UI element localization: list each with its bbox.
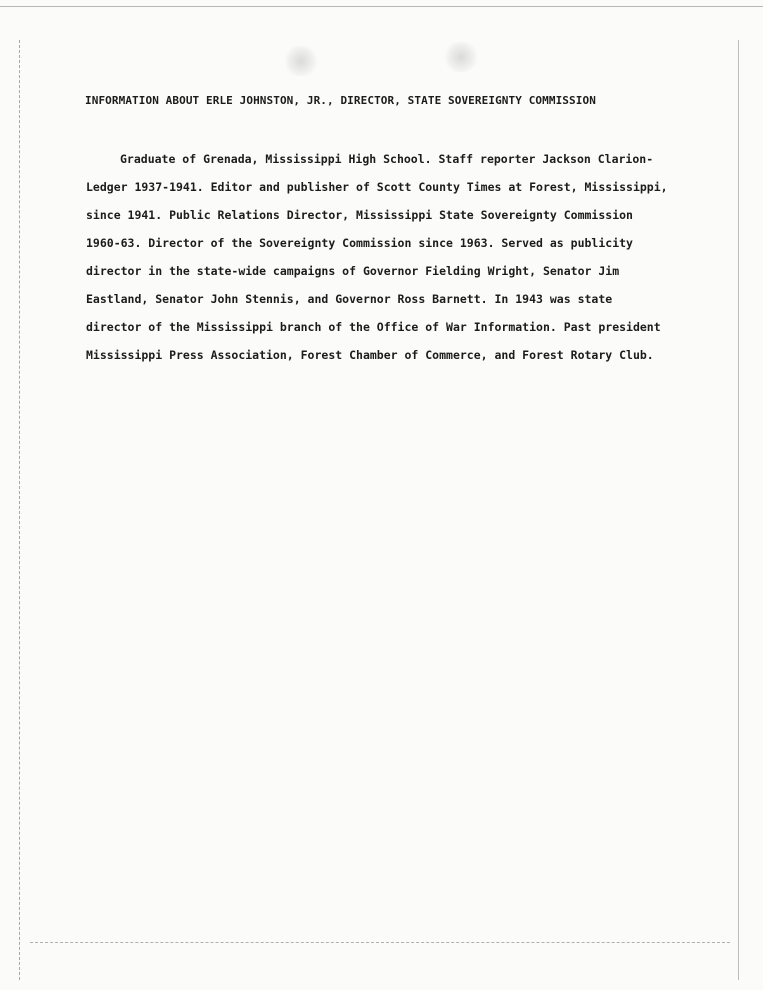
body-line: director in the state-wide campaigns of Governor Fielding Wright, Senator Jim [86,264,620,278]
body-line: Ledger 1937-1941. Editor and publisher of Scott County Times at Forest, Mississippi, [86,180,668,194]
scan-edge-bottom [30,942,730,943]
scan-smudge [444,42,478,72]
document-heading: INFORMATION ABOUT ERLE JOHNSTON, JR., DIRECTOR, STATE SOVEREIGNTY COMMISSION [85,94,596,107]
body-line: since 1941. Public Relations Director, Mississippi State Sovereignty Commission [86,208,633,222]
scan-smudge [284,46,318,76]
body-line: director of the Mississippi branch of the Office of War Information. Past president [86,320,661,334]
document-body [86,150,686,374]
body-line: Eastland, Senator John Stennis, and Governor Ross Barnett. In 1943 was state [86,292,613,306]
body-line: Graduate of Grenada, Mississippi High School. Staff reporter Jackson Clarion- [120,152,654,166]
scan-edge-left [19,40,20,980]
scan-edge-right [738,40,739,980]
body-line: 1960-63. Director of the Sovereignty Commission since 1963. Served as publicity [86,236,633,250]
scan-edge-top [0,6,763,7]
body-line: Mississippi Press Association, Forest Chamber of Commerce, and Forest Rotary Club. [86,348,654,362]
